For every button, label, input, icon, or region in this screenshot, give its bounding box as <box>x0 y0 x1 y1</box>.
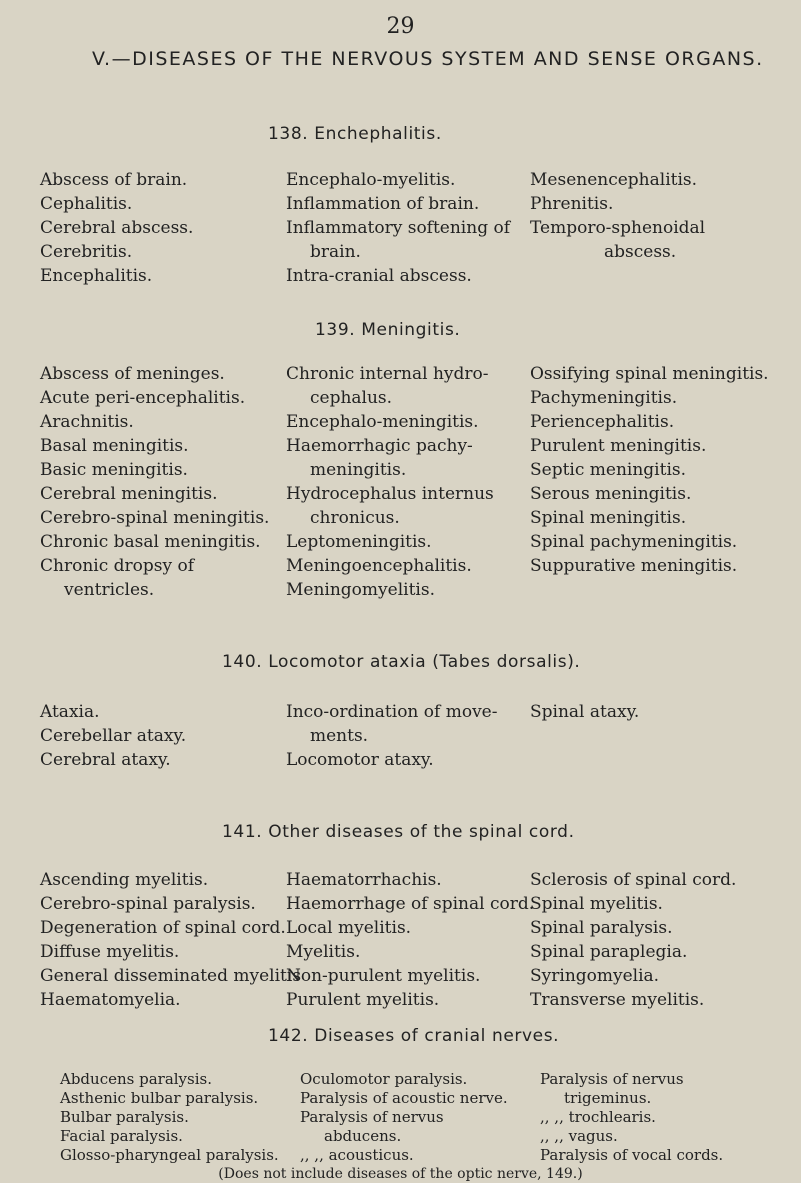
section-141-col3 <box>530 868 736 1012</box>
list-item: Degeneration of spinal cord. <box>40 918 286 938</box>
list-item: Ataxia. <box>40 702 100 722</box>
list-item: Cerebro-spinal meningitis. <box>40 508 270 528</box>
list-item: Spinal pachymeningitis. <box>530 532 738 552</box>
list-item: ,, ,, trochlearis. <box>540 1108 656 1126</box>
list-item: ments. <box>310 726 369 746</box>
list-item: Pachymeningitis. <box>530 388 678 408</box>
list-item: Transverse myelitis. <box>530 990 705 1010</box>
list-item: Septic meningitis. <box>530 460 687 480</box>
page-heading: V.—DISEASES OF THE NERVOUS SYSTEM AND SENSE ORGANS. <box>92 48 764 70</box>
list-item: Encephalitis. <box>40 266 153 286</box>
list-item: Glosso-pharyngeal paralysis. <box>60 1146 279 1164</box>
section-142-col1 <box>60 1070 279 1165</box>
list-item: Bulbar paralysis. <box>60 1108 189 1126</box>
section-141-col1 <box>40 868 301 1012</box>
list-item: Serous meningitis. <box>530 484 692 504</box>
section-139-col2 <box>286 362 494 602</box>
list-item: Phrenitis. <box>530 194 614 214</box>
list-item: brain. <box>310 242 361 262</box>
list-item: ,, ,, acousticus. <box>300 1146 414 1164</box>
section-title-139: 139. Meningitis. <box>315 320 461 340</box>
section-title-142: 142. Diseases of cranial nerves. <box>268 1026 560 1046</box>
list-item: Inflammation of brain. <box>286 194 480 214</box>
list-item: Diffuse myelitis. <box>40 942 180 962</box>
list-item: Purulent myelitis. <box>286 990 440 1010</box>
list-item: Acute peri-encephalitis. <box>40 388 246 408</box>
list-item: Cerebral meningitis. <box>40 484 218 504</box>
list-item: Haemorrhagic pachy- <box>286 436 473 456</box>
list-item: Cerebral ataxy. <box>40 750 171 770</box>
list-item: Ossifying spinal meningitis. <box>530 364 769 384</box>
list-item: Paralysis of vocal cords. <box>540 1146 724 1164</box>
section-title-140: 140. Locomotor ataxia (Tabes dorsalis). <box>222 652 581 672</box>
list-item: Abscess of brain. <box>40 170 188 190</box>
footnote: (Does not include diseases of the optic nerve, 149.) <box>218 1166 583 1182</box>
list-item: Spinal paralysis. <box>530 918 673 938</box>
list-item: Basal meningitis. <box>40 436 189 456</box>
section-139-col1 <box>40 362 269 602</box>
list-item: Hydrocephalus internus <box>286 484 494 504</box>
list-item: Asthenic bulbar paralysis. <box>60 1089 259 1107</box>
list-item: Chronic internal hydro- <box>286 364 489 384</box>
list-item: Chronic basal meningitis. <box>40 532 261 552</box>
list-item: Haemorrhage of spinal cord. <box>286 894 535 914</box>
list-item: Paralysis of acoustic nerve. <box>300 1089 508 1107</box>
list-item: Encephalo-meningitis. <box>286 412 479 432</box>
list-item: Paralysis of nervus <box>300 1108 444 1126</box>
section-title-138: 138. Enchephalitis. <box>268 124 442 144</box>
list-item: Temporo-sphenoidal <box>530 218 706 238</box>
list-item: Cerebritis. <box>40 242 133 262</box>
list-item: Purulent meningitis. <box>530 436 707 456</box>
section-138-col3 <box>530 168 705 264</box>
list-item: Leptomeningitis. <box>286 532 432 552</box>
list-item: ,, ,, vagus. <box>540 1127 618 1145</box>
list-item: Meningomyelitis. <box>286 580 435 600</box>
list-item: Abscess of meninges. <box>40 364 225 384</box>
list-item: Sclerosis of spinal cord. <box>530 870 737 890</box>
list-item: ventricles. <box>64 580 155 600</box>
list-item: Myelitis. <box>286 942 361 962</box>
list-item: Cerebral abscess. <box>40 218 194 238</box>
list-item: cephalus. <box>310 388 393 408</box>
list-item: Arachnitis. <box>40 412 134 432</box>
list-item: Facial paralysis. <box>60 1127 183 1145</box>
list-item: chronicus. <box>310 508 400 528</box>
list-item: trigeminus. <box>564 1089 652 1107</box>
list-item: Chronic dropsy of <box>40 556 195 576</box>
section-138-col1 <box>40 168 193 288</box>
section-title-141: 141. Other diseases of the spinal cord. <box>222 822 575 842</box>
list-item: Ascending myelitis. <box>40 870 209 890</box>
list-item: General disseminated myelitis <box>40 966 302 986</box>
list-item: Inco-ordination of move- <box>286 702 498 722</box>
section-142-col2 <box>300 1070 508 1165</box>
list-item: Abducens paralysis. <box>60 1070 212 1088</box>
section-140-col3 <box>530 700 639 724</box>
section-139-col3 <box>530 362 769 578</box>
section-142-col3 <box>540 1070 723 1165</box>
section-138-col2 <box>286 168 510 288</box>
list-item: Local myelitis. <box>286 918 412 938</box>
list-item: Haematorrhachis. <box>286 870 442 890</box>
list-item: Basic meningitis. <box>40 460 188 480</box>
page-number: 29 <box>386 14 415 39</box>
list-item: Spinal meningitis. <box>530 508 687 528</box>
list-item: Oculomotor paralysis. <box>300 1070 468 1088</box>
list-item: Encephalo-myelitis. <box>286 170 456 190</box>
list-item: Cerebellar ataxy. <box>40 726 187 746</box>
list-item: Spinal paraplegia. <box>530 942 688 962</box>
list-item: Locomotor ataxy. <box>286 750 434 770</box>
list-item: Meningoencephalitis. <box>286 556 472 576</box>
list-item: Paralysis of nervus <box>540 1070 684 1088</box>
list-item: Non-purulent myelitis. <box>286 966 481 986</box>
section-140-col1 <box>40 700 186 772</box>
list-item: abducens. <box>324 1127 402 1145</box>
list-item: Suppurative meningitis. <box>530 556 738 576</box>
list-item: abscess. <box>604 242 677 262</box>
list-item: Mesenencephalitis. <box>530 170 698 190</box>
list-item: Syringomyelia. <box>530 966 660 986</box>
list-item: Cephalitis. <box>40 194 133 214</box>
list-item: Spinal ataxy. <box>530 702 640 722</box>
list-item: Periencephalitis. <box>530 412 675 432</box>
list-item: Spinal myelitis. <box>530 894 663 914</box>
list-item: Haematomyelia. <box>40 990 181 1010</box>
list-item: Intra-cranial abscess. <box>286 266 472 286</box>
section-141-col2 <box>286 868 534 1012</box>
list-item: Inflammatory softening of <box>286 218 511 238</box>
section-140-col2 <box>286 700 497 772</box>
list-item: Cerebro-spinal paralysis. <box>40 894 256 914</box>
list-item: meningitis. <box>310 460 407 480</box>
